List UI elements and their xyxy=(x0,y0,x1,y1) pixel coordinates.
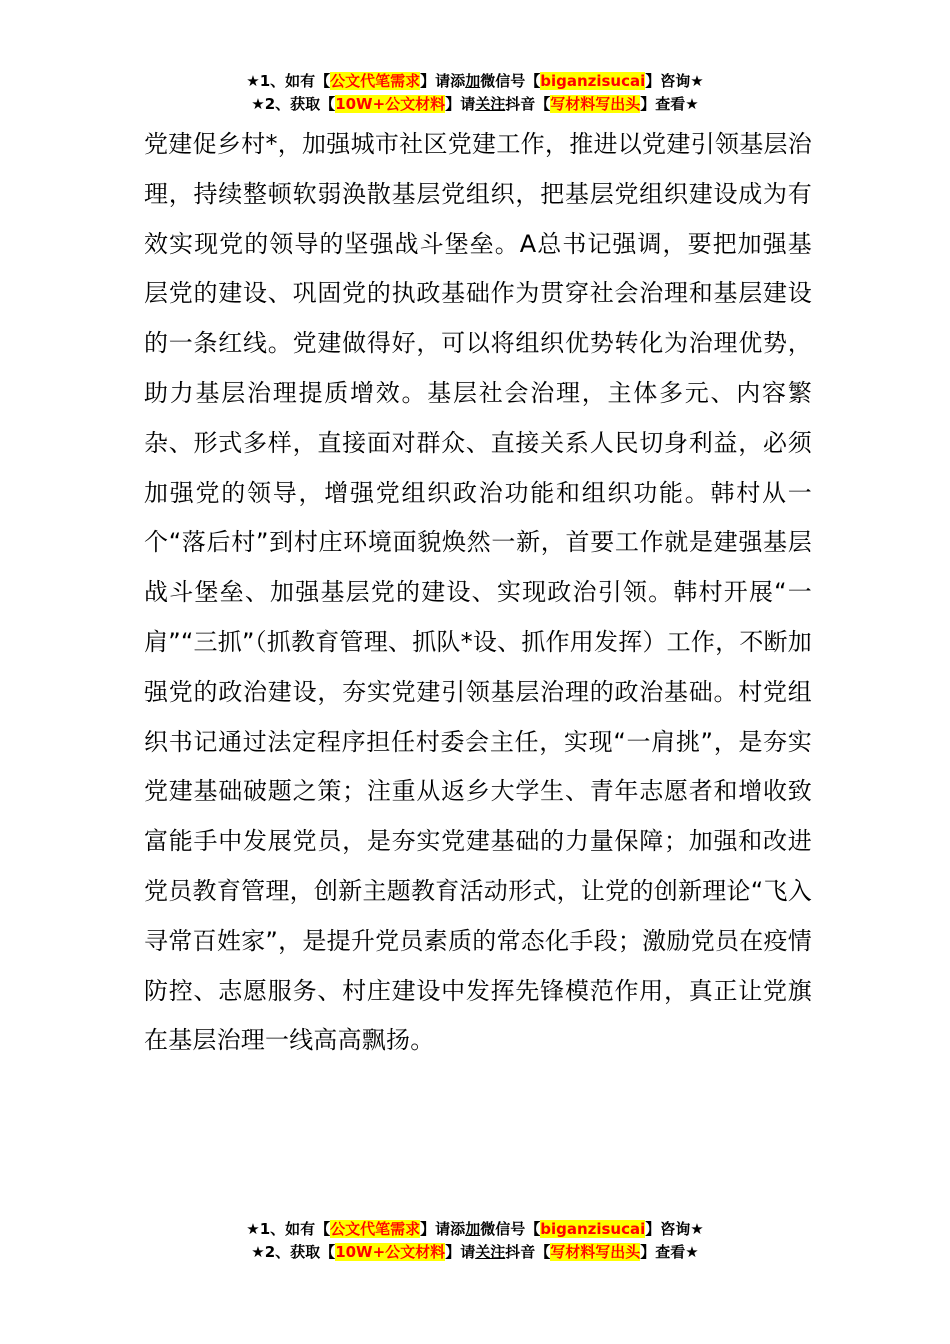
banner-text: 抖音【 xyxy=(505,1243,551,1261)
body-paragraph: 党建促乡村*，加强城市社区党建工作，推进以党建引领基层治理，持续整顿软弱涣散基层党组织，把基层党组织建设成为有效实现党的领导的坚强战斗堡垒。A总书记强调，要把加强基层党的建设、巩固党的执政基础作为贯穿社会治理和基层建设的一条红线。党建做得好，可以将组织优势转化为治理优势，助力基层治理提质增效。基层社会治理，主体多元、内容繁杂、形式多样，直接面对群众、直接关系人民切身利益，必须加强党的领导，增强党组织政治功能和组织功能。韩村从一个“落后村”到村庄环境面貌焕然一新，首要工作就是建强基层战斗堡垒、加强基层党的建设、实现政治引领。韩村开展“一肩”“三抓”（抓教育管理、抓队*设、抓作用发挥）工作，不断加强党的政治建设，夯实党建引领基层治理的政治基础。村党组织书记通过法定程序担任村委会主任，实现“一肩挑”，是夯实党建基础破题之策；注重从返乡大学生、青年志愿者和增收致富能手中发展党员，是夯实党建基础的力量保障；加强和改进党员教育管理，创新主题教育活动形式，让党的创新理论“飞入寻常百姓家”，是提升党员素质的常态化手段；激励党员在疫情防控、志愿服务、村庄建设中发挥先锋模范作用，真正让党旗在基层治理一线高高飘扬。 xyxy=(144,130,812,1055)
banner-text: 】请添 xyxy=(420,72,466,90)
banner-underline: 关注 xyxy=(475,1243,506,1261)
banner-highlight: 10W+公文材料 xyxy=(335,95,446,113)
banner-text: 】咨询★ xyxy=(645,72,704,90)
banner-text: ★1、如有【 xyxy=(246,1220,331,1238)
banner-text: ★1、如有【 xyxy=(246,72,331,90)
banner-text: 微信号【 xyxy=(480,1220,541,1238)
banner-highlight: 公文代笔需求 xyxy=(330,1220,421,1238)
banner-highlight: 10W+公文材料 xyxy=(335,1243,446,1261)
header-banner-line-2 xyxy=(0,93,950,116)
banner-text: 】查看★ xyxy=(640,95,699,113)
banner-underline: 加 xyxy=(465,72,481,90)
header-banner xyxy=(0,70,950,116)
banner-text: 微信号【 xyxy=(480,72,541,90)
banner-text: ★2、获取【 xyxy=(251,95,336,113)
banner-highlight: biganzisucai xyxy=(540,1220,646,1238)
footer-banner-line-2 xyxy=(0,1241,950,1264)
banner-underline: 加 xyxy=(465,1220,481,1238)
banner-text: ★2、获取【 xyxy=(251,1243,336,1261)
banner-highlight: biganzisucai xyxy=(540,72,646,90)
banner-highlight: 写材料写出头 xyxy=(550,95,641,113)
footer-banner-line-1 xyxy=(0,1218,950,1241)
banner-text: 】查看★ xyxy=(640,1243,699,1261)
banner-text: 抖音【 xyxy=(505,95,551,113)
footer-banner xyxy=(0,1218,950,1264)
document-body xyxy=(144,120,812,1066)
banner-text: 】请添 xyxy=(420,1220,466,1238)
header-banner-line-1 xyxy=(0,70,950,93)
banner-text: 】咨询★ xyxy=(645,1220,704,1238)
banner-text: 】请 xyxy=(445,1243,476,1261)
banner-text: 】请 xyxy=(445,95,476,113)
banner-underline: 关注 xyxy=(475,95,506,113)
banner-highlight: 公文代笔需求 xyxy=(330,72,421,90)
banner-highlight: 写材料写出头 xyxy=(550,1243,641,1261)
